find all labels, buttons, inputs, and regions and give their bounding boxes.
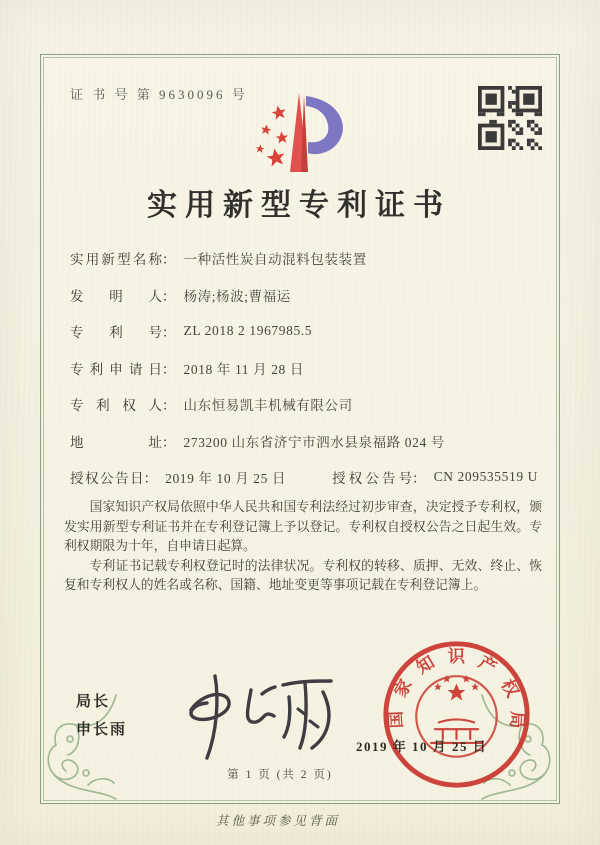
grant-date-value: 2019 年 10 月 25 日	[165, 471, 287, 487]
field-label: 发明人	[70, 288, 162, 304]
grant-date-label: 授权公告日	[70, 471, 144, 487]
field-label: 专利号	[70, 325, 162, 341]
field-row-utility-model-name	[70, 240, 538, 277]
colon: ：	[162, 398, 176, 414]
field-row-inventors	[70, 277, 538, 314]
colon: ：	[162, 361, 176, 377]
colon: ：	[162, 434, 176, 450]
field-row-application-date	[70, 350, 538, 387]
field-list	[70, 240, 538, 496]
field-row-patent-number	[70, 313, 538, 350]
decree-paragraph-1: 国家知识产权局依照中华人民共和国专利法经过初步审查，决定授予专利权，颁发实用新型专利证书并在专利登记簿上予以登记。专利权自授权公告之日起生效。专利权期限为十年，自申请日起算。	[64, 500, 542, 553]
field-label: 专利权人	[70, 398, 162, 414]
colon: ：	[162, 325, 176, 341]
colon: ：	[143, 471, 158, 487]
field-row-address	[70, 423, 538, 460]
colon: ：	[162, 252, 176, 268]
commissioner-name: 申长雨	[76, 721, 128, 738]
seal-text: 国家知识产权局	[385, 645, 528, 729]
grant-number-pair	[332, 467, 538, 487]
grant-number-value: CN 209535519 U	[433, 469, 538, 485]
certificate-title: 实用新型专利证书	[147, 189, 451, 222]
commissioner-block	[76, 688, 127, 744]
colon: ：	[162, 288, 176, 304]
field-label: 地址	[70, 434, 162, 450]
qr-code	[478, 86, 542, 150]
decree-text	[64, 498, 542, 596]
field-row-patentee	[70, 386, 538, 423]
field-label: 实用新型名称	[70, 252, 162, 268]
grant-number-label: 授权公告号	[332, 471, 413, 487]
colon: ：	[412, 471, 426, 487]
certificate-number: 证 书 号 第 9630096 号	[70, 87, 248, 102]
field-value: 杨涛;杨波;曹福运	[183, 288, 291, 304]
back-note: 其他事项参见背面	[215, 814, 340, 828]
seal-date: 2019 年 10 月 25 日	[356, 739, 488, 754]
cnipa-logo-icon	[246, 88, 350, 176]
field-value: 山东恒易凯丰机械有限公司	[183, 398, 353, 414]
field-value: 273200 山东省济宁市泗水县泉福路 024 号	[183, 434, 445, 450]
field-label: 专利申请日	[70, 361, 162, 377]
page-number: 第 1 页 (共 2 页)	[227, 769, 333, 781]
field-value: 2018 年 11 月 28 日	[183, 361, 304, 377]
field-row-grant	[70, 459, 538, 496]
decree-paragraph-2: 专利证书记载专利权登记时的法律状况。专利权的转移、质押、无效、终止、恢复和专利权人的姓名或名称、国籍、地址变更等事项记载在专利登记簿上。	[64, 558, 542, 592]
field-value: ZL 2018 2 1967985.5	[183, 323, 313, 339]
field-value: 一种活性炭自动混料包装装置	[183, 252, 367, 268]
commissioner-signature-icon	[163, 670, 348, 768]
commissioner-title: 局长	[76, 693, 111, 710]
